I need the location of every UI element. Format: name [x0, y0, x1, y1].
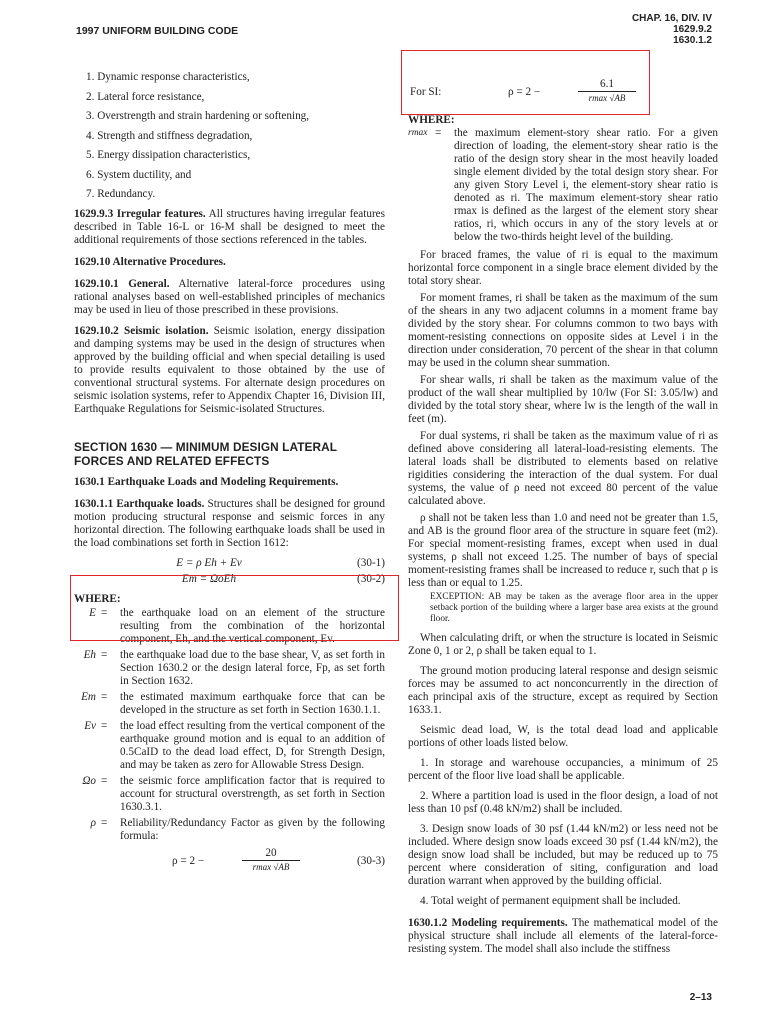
definitions-list — [74, 607, 385, 843]
header-section-start: 1629.9.2 — [673, 24, 712, 35]
definition-item: Ωo = the seismic force amplification factor that is required to account for structural overstrength, as set forth in Section 1630.3.1. — [82, 774, 385, 813]
earthquake-loads-heading: 1630.1 Earthquake Loads and Modeling Requirements. — [74, 475, 339, 488]
list-item: 5. Energy dissipation characteristics, — [86, 149, 251, 161]
equation-30-3: ρ = 2 − 20 rmax √AB (30-3) — [172, 846, 385, 872]
exception-note: EXCEPTION: AB may be taken as the average floor area in the upper setback portion of the building where a larger base area exists at the ground floor. — [430, 592, 718, 624]
list-item: 7. Redundancy. — [86, 188, 156, 200]
section-1630-heading: SECTION 1630 — MINIMUM DESIGN LATERAL FORCES AND RELATED EFFECTS — [74, 439, 337, 468]
alternative-procedures-heading: 1629.10 Alternative Procedures. — [74, 255, 226, 268]
left-column — [74, 0, 385, 877]
definition-item: Ev = the load effect resulting from the vertical component of the earthquake ground motion and is equal to an addition of 0.5CaID to the dead load effect, D, for Strength Design, and may be taken as zero for Allowable Stress Design. — [84, 719, 385, 771]
drift-paragraph: When calculating drift, or when the structure is located in Seismic Zone 0, 1 or 2, ρ shall be taken equal to 1. — [408, 632, 718, 657]
right-column — [408, 0, 718, 956]
dual-systems-paragraph: For dual systems, ri shall be taken as the maximum value of ri as defined above considering all lateral-load-resisting elements. The lateral loads shall be distributed to elements based on relative rigidities considering the interaction of the dual system. For dual systems, the value of ρ need not exceed 80 percent of the value calculated above. — [408, 430, 718, 507]
header-chapter: CHAP. 16, DIV. IV — [631, 13, 712, 24]
modeling-requirements-paragraph: 1630.1.2 Modeling requirements. The mathematical model of the physical structure shall include all elements of the lateral-force-resisting system. The model shall also include the stiffness — [408, 917, 718, 955]
running-header-left: 1997 UNIFORM BUILDING CODE — [76, 25, 239, 37]
list-item: 1. Dynamic response characteristics, — [86, 71, 250, 83]
list-item: 6. System ductility, and — [86, 168, 192, 181]
highlight-box-equations — [70, 572, 399, 641]
equation-30-2: Em = ΩoEh (30-2) — [181, 572, 385, 585]
shear-walls-paragraph: For shear walls, ri shall be taken as the maximum value of the product of the wall shear multiplied by 10/lw (For SI: 3.05/lw) and divided by the total story shear, where lw is the length of the wall in feet (m). — [408, 374, 718, 425]
partition-item: 2. Where a partition load is used in the floor design, a load of not less than 10 psf (0.48 kN/m2) shall be included. — [408, 790, 718, 815]
seismic-dead-load-paragraph: Seismic dead load, W, is the total dead load and applicable portions of other loads listed below. — [408, 724, 718, 749]
moment-frames-paragraph: For moment frames, ri shall be taken as the maximum of the sum of the shears in any two adjacent columns in a moment frame bay divided by the story shear. For columns common to two bays with moment-resisting connections on opposite sides at Level i in the direction under consideration, 70 percent of the shear in that column may be used in the column shear summation. — [408, 292, 718, 369]
snow-load-item: 3. Design snow loads of 30 psf (1.44 kN/m2) or less need not be included. Where design snow loads exceed 30 psf (1.44 kN/m2), the design snow load shall be included, but may be reduced up to 75 percent where consideration of siting, configuration and load duration warrant when approved by the building official. — [408, 823, 718, 887]
equation-30-1: E = ρ Eh + Ev (30-1) — [176, 556, 385, 569]
header-section-end: 1630.1.2 — [673, 35, 712, 46]
definition-item: Eh = the earthquake load due to the base shear, V, as set forth in Section 1630.2 or the design lateral force, Fp, as set forth in Section 1632. — [83, 648, 385, 687]
list-item: 4. Strength and stiffness degradation, — [86, 129, 253, 142]
where-label: WHERE: — [74, 592, 121, 605]
design-considerations-list — [74, 71, 385, 201]
storage-item: 1. In storage and warehouse occupancies, a minimum of 25 percent of the floor live load shall be applicable. — [408, 757, 718, 782]
definition-item: E = the earthquake load on an element of the structure resulting from the combination of the horizontal component, Eh, and the vertical component, Ev. — [89, 606, 385, 645]
si-equation: For SI: ρ = 2 − 6.1 rmax √AB — [408, 78, 718, 108]
where-label: WHERE: — [408, 114, 455, 126]
equipment-item: 4. Total weight of permanent equipment shall be included. — [420, 895, 681, 907]
definition-item: ρ = Reliability/Redundancy Factor as given by the following formula: — [90, 816, 385, 842]
highlight-box-si-equation — [401, 50, 650, 115]
earthquake-loads-paragraph: 1630.1.1 Earthquake loads. Structures shall be designed for ground motion producing structural response and seismic forces in any horizontal direction. The following earthquake loads shall be used in the load combinations set forth in Section 1612: — [74, 497, 385, 549]
braced-frames-paragraph: For braced frames, the value of ri is equal to the maximum horizontal force component in a single brace element divided by the total story shear. — [408, 249, 718, 287]
list-item: 3. Overstrength and strain hardening or softening, — [86, 110, 310, 122]
list-item: 2. Lateral force resistance, — [86, 90, 205, 103]
ground-motion-paragraph: The ground motion producing lateral response and design seismic forces may be assumed to act nonconcurrently in the direction of each principal axis of the structure, except as required by Section 1633.1. — [408, 665, 718, 716]
definition-item-rmax: rmax = the maximum element-story shear ratio. For a given direction of loading, the element-story shear ratio is the ratio of the design story shear in the most heavily loaded single element divided by the total design story shear. For any given Story Level i, the element-story shear ratio is denoted as ri. The maximum element-story shear ratio rmax is defined as the largest of the element story shear ratios, ri, which occurs in any of the story levels at or below the two-thirds height level of the building. — [408, 127, 718, 243]
definition-item: Em = the estimated maximum earthquake force that can be developed in the structure as set forth in Section 1630.1.1. — [81, 690, 385, 716]
page-number: 2–13 — [689, 992, 712, 1003]
seismic-isolation-paragraph: 1629.10.2 Seismic isolation. Seismic isolation, energy dissipation and damping systems may be used in the design of structures when approved by the building official and when special detailing is used to provide results equivalent to those obtained by the use of conventional structural systems. For alternate design procedures on seismic isolation systems, refer to Appendix Chapter 16, Division III, Earthquake Regulations for Seismic-isolated Structures. — [74, 324, 385, 415]
fraction: 6.1 rmax √AB — [578, 78, 636, 104]
fraction: 20 rmax √AB — [242, 847, 300, 873]
general-paragraph: 1629.10.1 General. Alternative lateral-force procedures using rational analyses based on well-established principles of mechanics may be used in lieu of those prescribed in these provisions. — [74, 277, 385, 316]
rho-limits-paragraph: ρ shall not be taken less than 1.0 and need not be greater than 1.5, and AB is the ground floor area of the structure in square feet (m2). For special moment-resisting frames, except when used in dual systems, ρ shall not exceed 1.25. The number of bays of special moment-resisting frames shall be increased to reduce r, such that ρ is less than or equal to 1.25. — [408, 512, 718, 589]
irregular-features-paragraph: 1629.9.3 Irregular features. All structures having irregular features described in Table 16-L or 16-M shall be designed to meet the additional requirements of those sections referenced in the tables. — [74, 207, 385, 246]
